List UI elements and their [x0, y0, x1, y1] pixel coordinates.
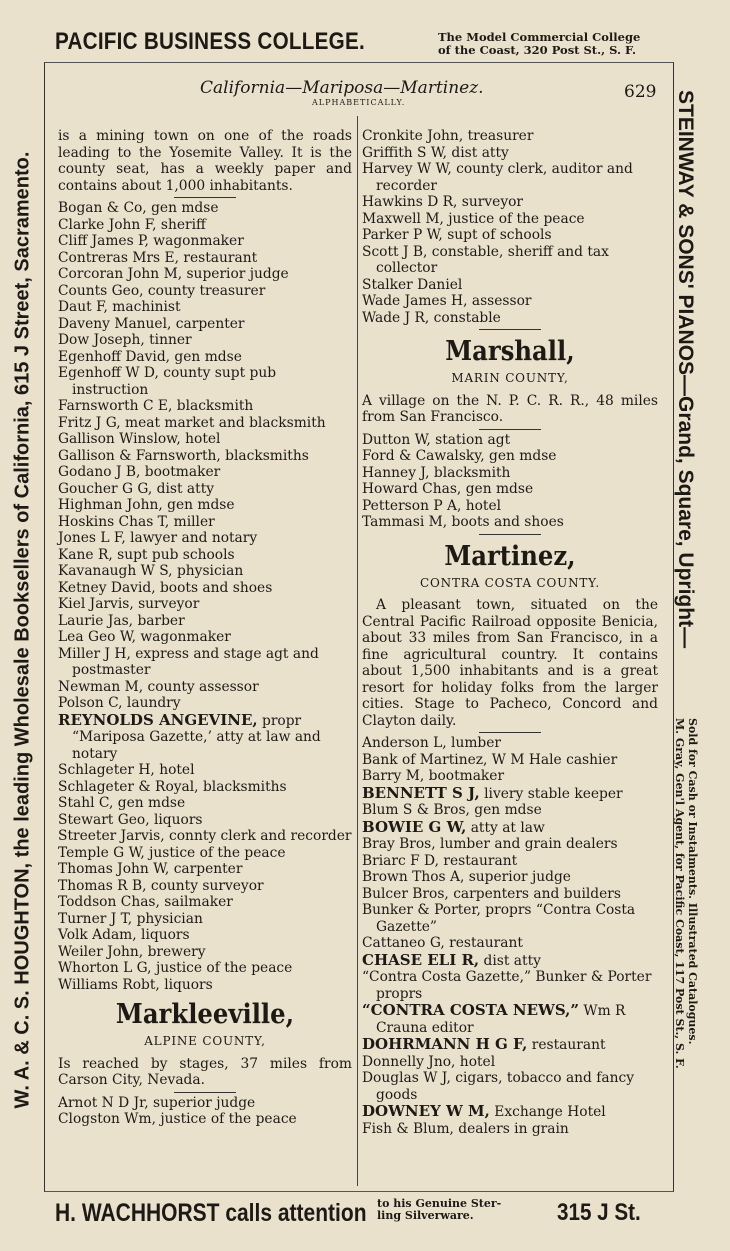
- town-heading: Markleeville,: [115, 999, 295, 1030]
- listing-entry: DOWNEY W M, Exchange Hotel: [362, 1102, 606, 1120]
- listing-entry: Bulcer Bros, carpenters and builders: [362, 885, 621, 902]
- listing-entry: Stalker Daniel: [362, 276, 463, 293]
- listing-entry: Hanney J, blacksmith: [362, 464, 511, 481]
- bottom-ad-address: 315 J St.: [557, 1199, 641, 1226]
- listing-entry: Schlageter & Royal, blacksmiths: [58, 778, 287, 795]
- listing-entry: BENNETT S J, livery stable keeper: [362, 783, 623, 802]
- listing-entry: Fish & Blum, dealers in grain: [362, 1120, 569, 1137]
- listing-entry: Harvey W W, county clerk, auditor and recorder: [362, 161, 633, 194]
- right-column: [362, 128, 658, 1137]
- listing-entry: “CONTRA COSTA NEWS,” Wm R Crauna editor: [362, 1001, 626, 1036]
- listing-entry: Ford & Cawalsky, gen mdse: [362, 448, 557, 464]
- listing-entry: Newman M, county assessor: [58, 678, 259, 695]
- listing-entry: Kiel Jarvis, surveyor: [58, 596, 200, 612]
- listing-entry: Corcoran John M, superior judge: [58, 266, 289, 282]
- listing-group: [58, 762, 352, 993]
- page-subtitle: ALPHABETICALLY.: [312, 98, 406, 107]
- listing-entry: Godano J B, bootmaker: [58, 464, 221, 480]
- listing-entry: Fritz J G, meat market and blacksmith: [58, 414, 326, 431]
- listing-entry: Bogan & Co, gen mdse: [58, 200, 219, 216]
- listing-entry: Goucher G G, dist atty: [58, 480, 215, 497]
- listing-entry: Whorton L G, justice of the peace: [58, 960, 293, 976]
- left-advertisement: [4, 80, 42, 1180]
- listing-entry: Streeter Jarvis, connty clerk and recorder: [58, 828, 352, 844]
- listing-entry: “Contra Costa Gazette,” Bunker & Porter proprs: [362, 969, 652, 1002]
- page-number: 629: [624, 82, 657, 102]
- listing-entry: Egenhoff W D, county supt pub instruction: [58, 365, 277, 398]
- town-description: A village on the N. P. C. R. R., 48 miles from San Francisco.: [362, 392, 658, 425]
- listing-entry: Donnelly Jno, hotel: [362, 1053, 496, 1070]
- listing-entry: Daveny Manuel, carpenter: [58, 315, 245, 332]
- listing-entry: CHASE ELI R, dist atty: [362, 950, 541, 969]
- listing-entry: Bank of Martinez, W M Hale cashier: [362, 751, 618, 768]
- listing-entry: Howard Chas, gen mdse: [362, 481, 534, 497]
- town-heading: Martinez,: [444, 540, 576, 572]
- page-title: California—Mariposa—Martinez.: [200, 78, 484, 98]
- left-column: [58, 128, 352, 1128]
- listing-entry: Temple G W, justice of the peace: [58, 844, 286, 861]
- listing-entry: Wade James H, assessor: [362, 293, 532, 309]
- listing-entry: Williams Robt, liquors: [58, 976, 213, 993]
- listing-entry: REYNOLDS ANGEVINE, propr “Mariposa Gazette,’ atty at law and notary: [58, 710, 321, 762]
- listing-entry: Laurie Jas, barber: [58, 612, 185, 629]
- listing-group: [362, 432, 658, 531]
- listing-entry: Toddson Chas, sailmaker: [58, 894, 233, 910]
- listing-group: [58, 1095, 352, 1128]
- listing-entry: Dow Joseph, tinner: [58, 332, 192, 348]
- section-rule: [479, 732, 541, 733]
- listing-entry: Hawkins D R, surveyor: [362, 194, 524, 210]
- listing-entry: Anderson L, lumber: [362, 735, 502, 751]
- listing-entry: Contreras Mrs E, restaurant: [58, 249, 258, 266]
- listing-entry: Briarc F D, restaurant: [362, 852, 518, 869]
- listing-entry: Egenhoff David, gen mdse: [58, 348, 242, 365]
- column-divider: [357, 116, 358, 1186]
- listing-entry: Clarke John F, sheriff: [58, 216, 206, 233]
- listing-entry: Thomas R B, county surveyor: [58, 877, 264, 894]
- listing-entry: Polson C, laundry: [58, 695, 181, 711]
- listing-entry: Gallison Winslow, hotel: [58, 431, 221, 447]
- listing-entry: Bray Bros, lumber and grain dealers: [362, 836, 618, 852]
- section-rule: [174, 197, 236, 198]
- right-ad-title: STEINWAY & SONS' PIANOS—Grand, Square, Upright—: [674, 90, 697, 649]
- listing-entry: Blum S & Bros, gen mdse: [362, 802, 542, 818]
- listing-entry: Bunker & Porter, proprs “Contra Costa Gazette”: [362, 902, 636, 935]
- listing-entry: Gallison & Farnsworth, blacksmiths: [58, 447, 309, 464]
- listing-entry: Wade J R, constable: [362, 309, 501, 326]
- listing-entry: Tammasi M, boots and shoes: [362, 514, 564, 530]
- listing-entry: Arnot N D Jr, superior judge: [58, 1094, 256, 1111]
- listing-entry: Turner J T, physician: [58, 910, 203, 927]
- bottom-advertisement: [55, 1195, 665, 1233]
- section-rule: [479, 429, 541, 430]
- listing-entry: Farnsworth C E, blacksmith: [58, 398, 254, 414]
- listing-entry: Ketney David, boots and shoes: [58, 579, 273, 596]
- listing-entry: Jones L F, lawyer and notary: [58, 530, 258, 546]
- county-heading: ALPINE COUNTY,: [144, 1034, 266, 1048]
- town-description: Is reached by stages, 37 miles from Carson City, Nevada.: [58, 1055, 352, 1088]
- listing-group: [58, 200, 352, 712]
- listing-entry: Scott J B, constable, sheriff and tax collector: [362, 243, 609, 276]
- top-ad-subtext: The Model Commercial College of the Coast, 320 Post St., S. F.: [438, 30, 641, 57]
- section-rule: [479, 329, 541, 330]
- listing-entry: Thomas John W, carpenter: [58, 861, 243, 877]
- listing-entry: DOHRMANN H G F, restaurant: [362, 1035, 606, 1053]
- top-advertisement: [55, 28, 665, 62]
- listing-group: [362, 128, 658, 326]
- listing-entry: Maxwell M, justice of the peace: [362, 210, 585, 227]
- listing-entry: Stewart Geo, liquors: [58, 811, 203, 828]
- right-ad-subtext: Sold for Cash or Instalments. Illustrated Catalogues. M. Gray, Gen'l Agent, for Pacific Coast, 117 Post St., S. F.: [673, 718, 699, 1069]
- listing-entry: Petterson P A, hotel: [362, 497, 502, 514]
- bottom-ad-subtext: to his Genuine Ster- ling Silverware.: [377, 1197, 502, 1222]
- left-ad-text: W. A. & C. S. HOUGHTON, the leading Wholesale Booksellers of California, 615 J Street, Sacramento.: [11, 151, 34, 1109]
- listing-entry: Highman John, gen mdse: [58, 497, 235, 513]
- listing-entry: Counts Geo, county treasurer: [58, 282, 266, 299]
- listing-entry: Schlageter H, hotel: [58, 762, 195, 778]
- listing-entry: Brown Thos A, superior judge: [362, 869, 571, 885]
- listing-entry: Parker P W, supt of schools: [362, 227, 552, 243]
- town-heading: Marshall,: [445, 336, 575, 367]
- town-description: is a mining town on one of the roads leading to the Yosemite Valley. It is the county seat, has a weekly paper and contains about 1,000 inhabitants.: [58, 128, 352, 194]
- listing-entry: Daut F, machinist: [58, 299, 181, 315]
- listing-entry: Clogston Wm, justice of the peace: [58, 1111, 297, 1127]
- listing-entry: Cattaneo G, restaurant: [362, 935, 523, 951]
- right-advertisement: [674, 90, 724, 1180]
- listing-entry: Cliff James P, wagonmaker: [58, 233, 244, 249]
- listing-entry: Hoskins Chas T, miller: [58, 513, 215, 530]
- section-rule: [479, 534, 541, 535]
- town-description: A pleasant town, situated on the Central Pacific Railroad opposite Benicia, about 33 miles from San Francisco, in a fine agricultural country. It contains about 1,500 inhabitants and is a great resort for holiday folks from the larger cities. Stage to Pacheco, Concord and Clayton daily.: [362, 597, 658, 729]
- top-ad-title: PACIFIC BUSINESS COLLEGE.: [55, 28, 365, 55]
- county-heading: CONTRA COSTA COUNTY.: [420, 575, 600, 590]
- listing-entry: Miller J H, express and stage agt and postmaster: [58, 645, 319, 678]
- section-rule: [174, 1092, 236, 1093]
- listing-entry: Lea Geo W, wagonmaker: [58, 629, 231, 645]
- listing-entry: Stahl C, gen mdse: [58, 795, 186, 811]
- listing-entry: Griffith S W, dist atty: [362, 144, 509, 161]
- listing-entry: Douglas W J, cigars, tobacco and fancy goods: [362, 1070, 635, 1103]
- county-heading: MARIN COUNTY,: [451, 371, 569, 385]
- listing-entry: Weiler John, brewery: [58, 943, 206, 960]
- listing-entry: Kane R, supt pub schools: [58, 546, 235, 563]
- listing-entry: Barry M, bootmaker: [362, 768, 505, 784]
- listing-group: [362, 836, 658, 952]
- listing-entry: Kavanaugh W S, physician: [58, 563, 244, 579]
- listing-entry: Volk Adam, liquors: [58, 927, 190, 943]
- listing-entry: Dutton W, station agt: [362, 431, 511, 448]
- bottom-ad-title: H. WACHHORST calls attention: [55, 1199, 367, 1227]
- listing-entry: Cronkite John, treasurer: [362, 128, 534, 144]
- listing-entry: BOWIE G W, atty at law: [362, 817, 545, 836]
